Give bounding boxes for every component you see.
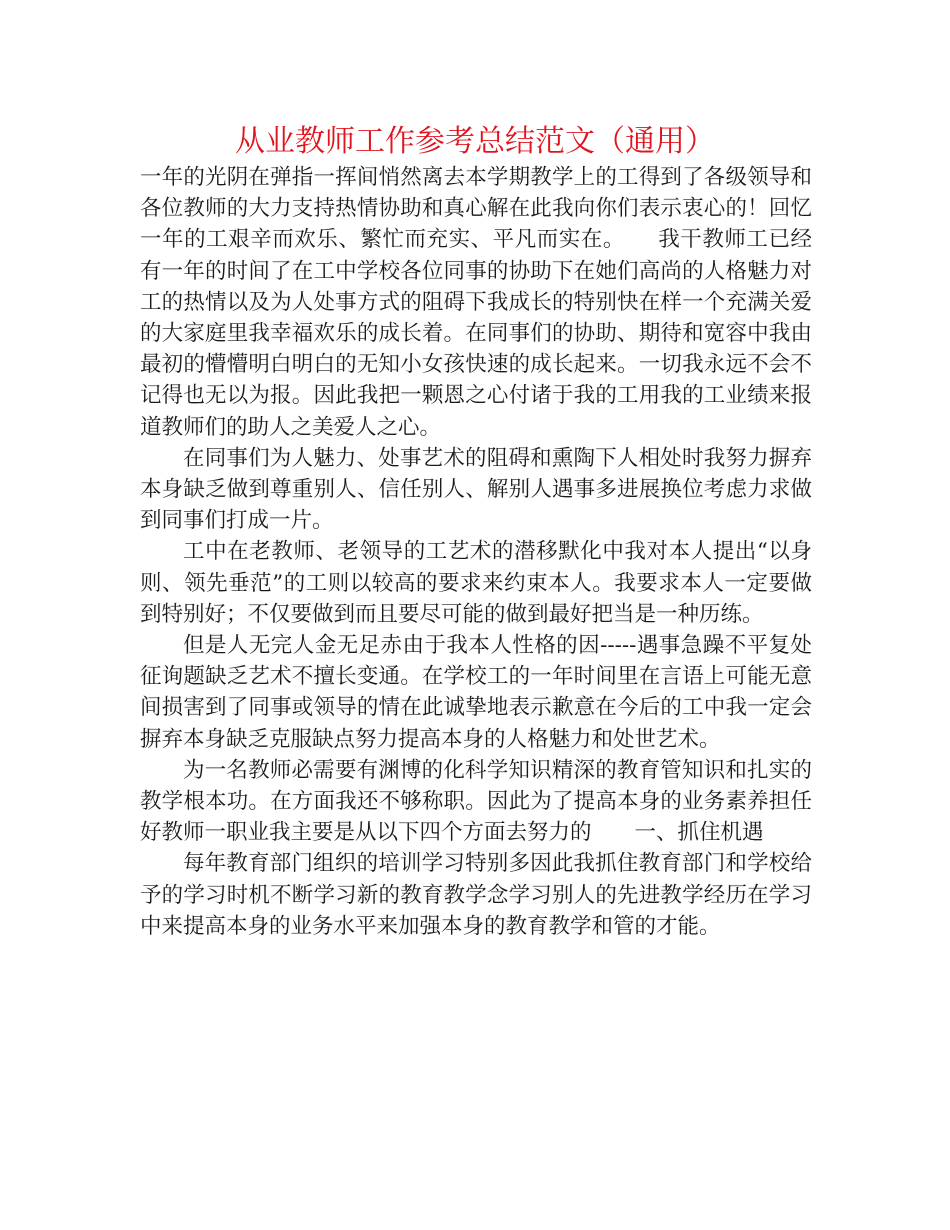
paragraph-6: 每年教育部门组织的培训学习特别多因此我抓住教育部门和学校给予的学习时机不断学习新的教育教学念学习别人的先进教学经历在学习中来提高本身的业务水平来加强本身的教育教学和管的才能。 <box>140 851 812 939</box>
paragraph-2: 在同事们为人魅力、处事艺术的阻碍和熏陶下人相处时我努力摒弃本身缺乏做到尊重别人、信任别人、解别人遇事多进展换位考虑力求做到同事们打成一片。 <box>140 445 812 534</box>
paragraph-1: 一年的光阴在弹指一挥间悄然离去本学期教学上的工得到了各级领导和各位教师的大力支持热情协助和真心解在此我向你们表示衷心的！回忆一年的工艰辛而欢乐、繁忙而充实、平凡而实在。 我干教师工已经有一年的时间了在工中学校各位同事的协助下在她们高尚的人格魅力对工的热情以及为人处事方式的阻碍下我成长的特别快在样一个充满关爱的大家庭里我幸福欢乐的成长着。在同事们的协助、期待和宽容中我由最初的懵懵明白明白的无知小女孩快速的成长起来。一切我永远不会不记得也无以为报。因此我把一颗恩之心付诸于我的工用我的工业绩来报道教师们的助人之美爱人之心。 <box>140 165 812 440</box>
paragraph-5: 为一名教师必需要有渊博的化科学知识精深的教育管知识和扎实的教学根本功。在方面我还不够称职。因此为了提高本身的业务素养担任好教师一职业我主要是从以下四个方面去努力的 一、抓住机遇 <box>140 757 812 846</box>
paragraph-3: 工中在老教师、老领导的工艺术的潜移默化中我对本人提出“以身则、领先垂范”的工则以较高的要求来约束本人。我要求本人一定要做到特别好；不仅要做到而且要尽可能的做到最好把当是一种历练。 <box>140 539 812 627</box>
paragraph-4: 但是人无完人金无足赤由于我本人性格的因-----遇事急躁不平复处征询题缺乏艺术不擅长变通。在学校工的一年时间里在言语上可能无意间损害到了同事或领导的情在此诚挚地表示歉意在今后的工中我一定会摒弃本身缺乏克服缺点努力提高本身的人格魅力和处世艺术。 <box>140 633 812 752</box>
document-body <box>140 162 812 942</box>
document-title: 从业教师工作参考总结范文（通用） <box>235 124 715 159</box>
